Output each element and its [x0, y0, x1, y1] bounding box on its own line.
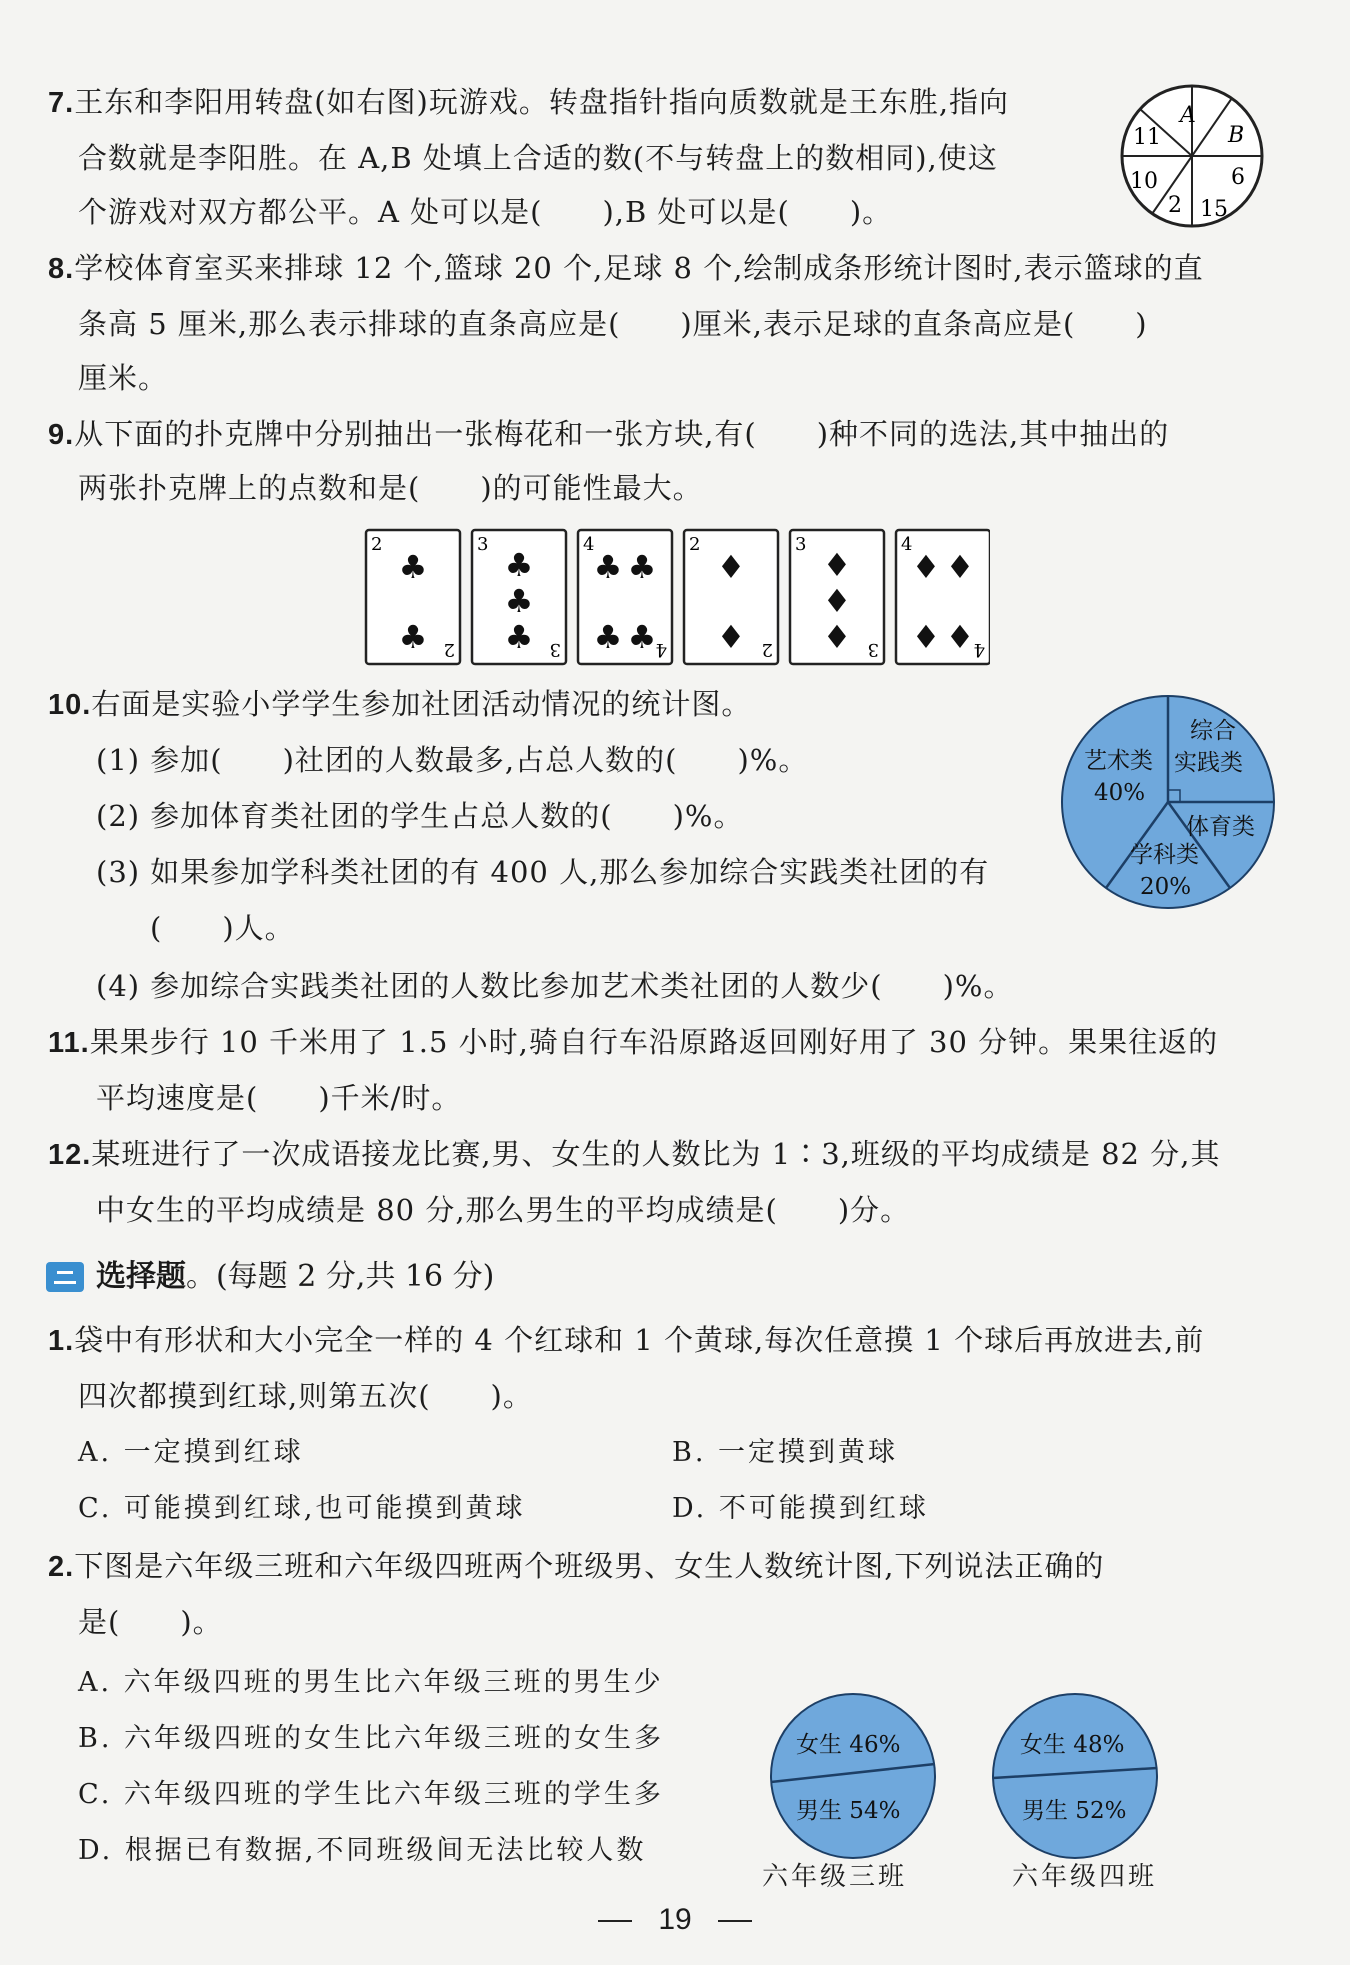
c1-option-a[interactable]: A. 一定摸到红球 [78, 1437, 304, 1468]
card-rank-bottom: 3 [549, 639, 561, 660]
c2-text-1: 下图是六年级三班和六年级四班两个班级男、女生人数统计图,下列说法正确的 [74, 1549, 1105, 1583]
q10-sub3a: (3) 如果参加学科类社团的有 400 人,那么参加综合实践类社团的有 [96, 855, 990, 889]
diamond-pip-icon: ♦ [716, 618, 746, 656]
diamond-pip-icon: ♦ [945, 618, 975, 656]
card-rank-top: 2 [371, 534, 383, 555]
club-pip-icon: ♣ [627, 618, 657, 656]
q10-sub4: (4) 参加综合实践类社团的人数比参加艺术类社团的人数少( )%。 [96, 969, 1014, 1003]
class3-female-label: 女生 46% [796, 1732, 901, 1758]
page-number: 19 [590, 1900, 760, 1940]
club-pip-icon: ♣ [593, 548, 623, 586]
class3-male-label: 男生 54% [796, 1798, 901, 1824]
spinner-figure [1118, 82, 1266, 230]
club-pip-icon: ♣ [504, 546, 534, 584]
q7-line3: 个游戏对双方都公平。A 处可以是( ),B 处可以是( )。 [78, 195, 893, 229]
q12-line2: 中女生的平均成绩是 80 分,那么男生的平均成绩是( )分。 [96, 1193, 911, 1227]
c1-number: 1. [48, 1325, 75, 1357]
q12-line1 [48, 1134, 1220, 1175]
q9-line2: 两张扑克牌上的点数和是( )的可能性最大。 [78, 471, 703, 505]
diamond-pip-icon: ♦ [822, 618, 852, 656]
q12-text-1: 某班进行了一次成语接龙比赛,男、女生的人数比为 1∶3,班级的平均成绩是 82 分,其 [91, 1137, 1221, 1171]
q8-number: 8. [48, 253, 75, 285]
card-rank-top: 4 [583, 534, 595, 555]
spinner-label-6: 6 [1231, 165, 1245, 190]
q8-line3: 厘米。 [78, 361, 169, 395]
c2-number: 2. [48, 1551, 75, 1583]
q10-sub1: (1) 参加( )社团的人数最多,占总人数的( )%。 [96, 743, 809, 777]
q11-text-1: 果果步行 10 千米用了 1.5 小时,骑自行车沿原路返回刚好用了 30 分钟。果果往返的 [89, 1025, 1219, 1059]
c1-option-c[interactable]: C. 可能摸到红球,也可能摸到黄球 [78, 1493, 526, 1524]
club-pip-icon: ♣ [504, 618, 534, 656]
c2-option-a[interactable]: A. 六年级四班的男生比六年级三班的男生少 [78, 1667, 664, 1698]
c1-line2: 四次都摸到红球,则第五次( )。 [78, 1379, 533, 1413]
c1-line1 [48, 1320, 1204, 1361]
diamond-pip-icon: ♦ [911, 618, 941, 656]
section-two-title-text: 选择题 [96, 1259, 186, 1294]
q11-line2: 平均速度是( )千米/时。 [96, 1081, 462, 1115]
q7-line1 [48, 82, 1009, 123]
c2-line2: 是( )。 [78, 1605, 223, 1639]
q11-number: 11. [48, 1027, 90, 1059]
c2-line1 [48, 1546, 1104, 1587]
diamond-pip-icon: ♦ [716, 548, 746, 586]
pie-comp-label-b: 实践类 [1174, 750, 1243, 776]
q9-text-1: 从下面的扑克牌中分别抽出一张梅花和一张方块,有( )种不同的选法,其中抽出的 [74, 417, 1170, 451]
pie-art-percent: 40% [1094, 780, 1146, 806]
pie-subj-label: 学科类 [1130, 842, 1199, 868]
pie-subj-percent: 20% [1140, 874, 1192, 900]
q10-text-0: 右面是实验小学学生参加社团活动情况的统计图。 [91, 687, 752, 721]
diamond-pip-icon: ♦ [911, 548, 941, 586]
diamond-pip-icon: ♦ [822, 582, 852, 620]
q8-line2: 条高 5 厘米,那么表示排球的直条高应是( )厘米,表示足球的直条高应是( ) [78, 307, 1148, 341]
q8-line1 [48, 248, 1204, 289]
spinner-label-15: 15 [1200, 197, 1228, 222]
q10-sub3b: ( )人。 [150, 911, 295, 945]
q8-text-1: 学校体育室买来排球 12 个,篮球 20 个,足球 8 个,绘制成条形统计图时,表示篮球的直 [74, 251, 1204, 285]
q7-number: 7. [48, 87, 75, 119]
club-pip-icon: ♣ [504, 582, 534, 620]
card-3-diamond [790, 530, 884, 664]
diamond-pip-icon: ♦ [822, 546, 852, 584]
c1-option-b[interactable]: B. 一定摸到黄球 [672, 1437, 899, 1468]
q10-number: 10. [48, 689, 92, 721]
club-pip-icon: ♣ [398, 548, 428, 586]
section-two-badge-icon [46, 1262, 84, 1292]
q10-line0 [48, 684, 751, 725]
club-pie-chart [1058, 692, 1278, 912]
card-4-diamond [896, 530, 990, 664]
card-rank-top: 3 [795, 534, 807, 555]
c2-option-b[interactable]: B. 六年级四班的女生比六年级三班的女生多 [78, 1723, 665, 1754]
q9-line1 [48, 414, 1169, 455]
q7-text-1: 王东和李阳用转盘(如右图)玩游戏。转盘指针指向质数就是王东胜,指向 [74, 85, 1010, 119]
spinner-label-2: 2 [1168, 193, 1182, 218]
c2-option-d[interactable]: D. 根据已有数据,不同班级间无法比较人数 [78, 1835, 647, 1866]
class4-caption: 六年级四班 [1012, 1862, 1158, 1892]
card-rank-bottom: 2 [761, 639, 773, 660]
club-pip-icon: ♣ [627, 548, 657, 586]
section-two-note: 。(每题 2 分,共 16 分) [186, 1259, 495, 1294]
spinner-label-10: 10 [1130, 169, 1158, 194]
q11-line1 [48, 1022, 1218, 1063]
q12-number: 12. [48, 1139, 92, 1171]
class3-gender-pie [768, 1690, 938, 1862]
c1-text-1: 袋中有形状和大小完全一样的 4 个红球和 1 个黄球,每次任意摸 1 个球后再放进去,前 [74, 1323, 1205, 1357]
card-rank-bottom: 3 [867, 639, 879, 660]
card-rank-top: 4 [901, 534, 913, 555]
pie-sport-label: 体育类 [1186, 814, 1255, 840]
class4-gender-pie [990, 1690, 1160, 1862]
q10-sub2: (2) 参加体育类社团的学生占总人数的( )%。 [96, 799, 744, 833]
c1-option-d[interactable]: D. 不可能摸到红球 [672, 1493, 929, 1524]
spinner-label-a: A [1180, 103, 1196, 128]
c2-option-c[interactable]: C. 六年级四班的学生比六年级三班的学生多 [78, 1779, 664, 1810]
class3-caption: 六年级三班 [762, 1862, 908, 1892]
card-4-club [578, 530, 672, 664]
poker-cards [364, 528, 990, 668]
diamond-pip-icon: ♦ [945, 548, 975, 586]
card-rank-bottom: 4 [973, 639, 985, 660]
pie-comp-label-a: 综合 [1190, 718, 1236, 744]
pie-art-label: 艺术类 [1084, 748, 1153, 774]
section-two-title [96, 1257, 494, 1297]
q7-line2: 合数就是李阳胜。在 A,B 处填上合适的数(不与转盘上的数相同),使这 [78, 141, 998, 175]
class4-male-label: 男生 52% [1022, 1798, 1127, 1824]
card-2-club [366, 530, 460, 664]
club-pip-icon: ♣ [398, 618, 428, 656]
card-rank-top: 3 [477, 534, 489, 555]
class4-female-label: 女生 48% [1020, 1732, 1125, 1758]
club-pip-icon: ♣ [593, 618, 623, 656]
spinner-label-b: B [1228, 123, 1245, 148]
card-3-club [472, 530, 566, 664]
card-rank-bottom: 2 [443, 639, 455, 660]
card-rank-bottom: 4 [655, 639, 667, 660]
card-rank-top: 2 [689, 534, 701, 555]
spinner-label-11: 11 [1133, 125, 1161, 150]
card-2-diamond [684, 530, 778, 664]
q9-number: 9. [48, 419, 75, 451]
